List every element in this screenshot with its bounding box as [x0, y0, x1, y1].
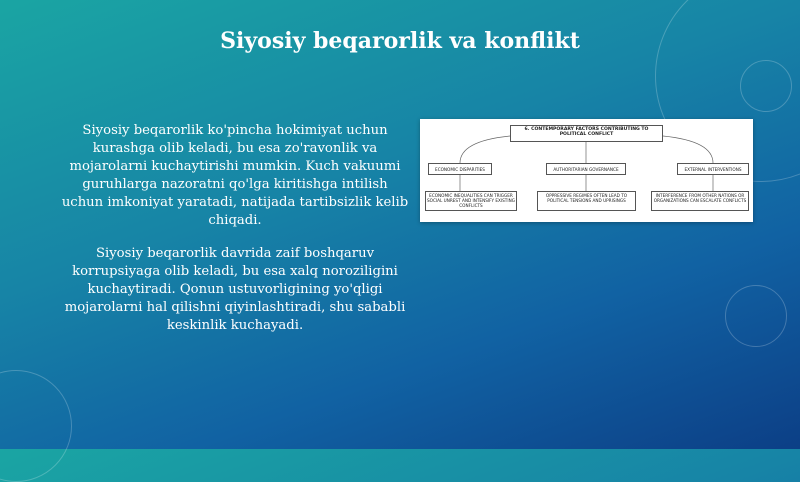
diagram-root-box: 6. CONTEMPORARY FACTORS CONTRIBUTING TO POLITICAL CONFLICT — [510, 125, 663, 142]
decorative-circle-bottom-left — [0, 370, 72, 482]
diagram-category-external: EXTERNAL INTERVENTIONS — [677, 163, 749, 175]
diagram-detail-authoritarian: OPPRESSIVE REGIMES OFTEN LEAD TO POLITICAL TENSIONS AND UPRISINGS — [537, 191, 636, 211]
diagram-detail-external: INTERFERENCE FROM OTHER NATIONS OR ORGANIZATIONS CAN ESCALATE CONFLICTS — [651, 191, 749, 211]
diagram-category-authoritarian: AUTHORITARIAN GOVERNANCE — [546, 163, 626, 175]
paragraph-1: Siyosiy beqarorlik ko'pincha hokimiyat uchun kurashga olib keladi, bu esa zo'ravonlik va mojarolarni kuchaytirishi mumkin. Kuch vakuumi guruhlarga nazoratni qo'lga kiritishga intilish uchun imkoniyat yaratadi, natijada tartibsizlik kelib chiqadi. — [61, 123, 409, 228]
slide-body — [60, 122, 410, 350]
paragraph-2: Siyosiy beqarorlik davrida zaif boshqaruv korrupsiyaga olib keladi, bu esa xalq noroziligini kuchaytiradi. Qonun ustuvorligining yo'qligi mojarolarni hal qilishni qiyinlashtiradi, shu sababli keskinlik kuchayadi. — [64, 246, 406, 333]
diagram-detail-economic: ECONOMIC INEQUALITIES CAN TRIGGER SOCIAL UNREST AND INTENSIFY EXISTING CONFLICTS — [425, 191, 517, 211]
decorative-circle-small-right — [740, 60, 792, 112]
conflict-factors-diagram — [420, 119, 753, 222]
diagram-category-economic: ECONOMIC DISPARITIES — [428, 163, 492, 175]
decorative-circle-mid-right — [725, 285, 787, 347]
slide-title: Siyosiy beqarorlik va konflikt — [220, 28, 580, 54]
